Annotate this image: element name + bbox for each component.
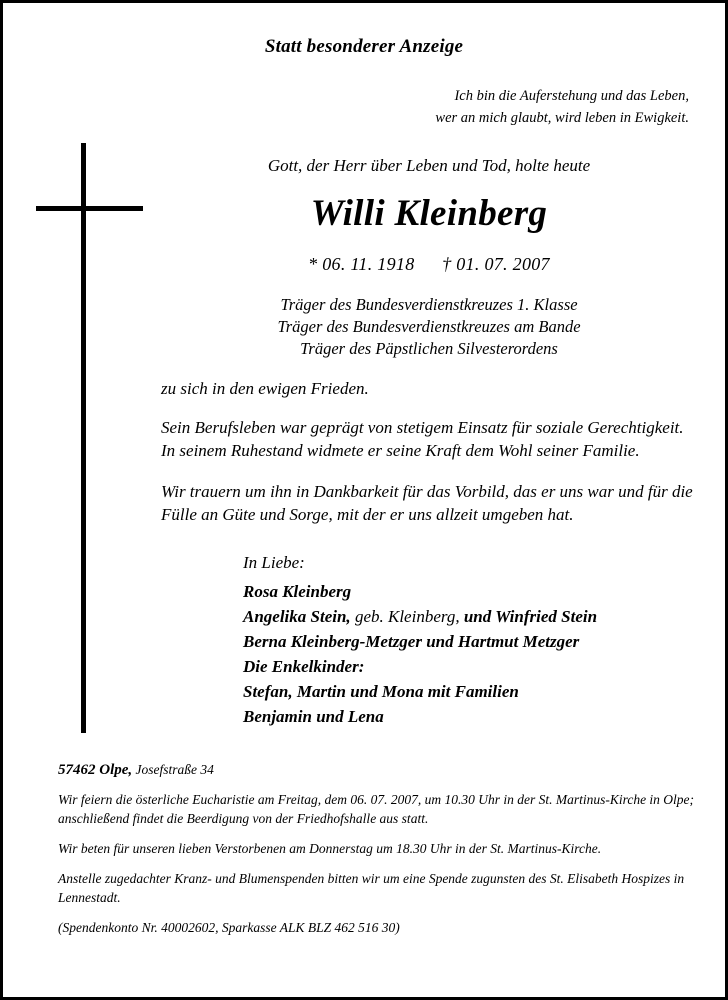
family-member-name: Berna Kleinberg-Metzger und Hartmut Metzger [243, 631, 580, 651]
honor-item: Träger des Päpstlichen Silvesterordens [300, 339, 558, 358]
page-title: Statt besonderer Anzeige [264, 36, 464, 57]
note-prayer: Wir beten für unseren lieben Verstorbenen am Donnerstag um 18.30 Uhr in der St. Martinus-Kirche. [58, 840, 602, 856]
family-member [243, 605, 697, 630]
honors-list [161, 294, 697, 360]
grandchildren-label: Die Enkelkinder: [243, 656, 365, 676]
note-donation: Anstelle zugedachter Kranz- und Blumenspenden bitten wir um eine Spende zugunsten des St. Elisabeth Hospizes in Lennestadt. [58, 871, 685, 906]
tribute-paragraph-2: Wir trauern um ihn in Dankbarkeit für das Vorbild, das er uns war und für die Fülle an Güte und Sorge, mit der er uns allzeit umgeben hat. [161, 481, 693, 525]
honor-item: Träger des Bundesverdienstkreuzes 1. Klasse [280, 295, 578, 315]
family-member [243, 580, 697, 605]
family-member [243, 705, 697, 730]
family-member [243, 680, 697, 705]
family-member-name-2: und Winfried Stein [463, 606, 598, 626]
life-dates [161, 254, 697, 275]
death-date: † 01. 07. 2007 [442, 254, 550, 275]
cross-horizontal-bar [36, 206, 143, 211]
service-notes [58, 790, 695, 938]
verse-line-2: wer an mich glaubt, wird leben in Ewigkeit. [435, 110, 689, 127]
deceased-name: Willi Kleinberg [310, 192, 548, 234]
address-city: 57462 Olpe, [58, 761, 133, 778]
birth-date: * 06. 11. 1918 [308, 254, 415, 275]
family-group-label [243, 655, 697, 680]
bible-verse [3, 58, 725, 130]
tribute-paragraph-1: Sein Berufsleben war geprägt von stetigem Einsatz für soziale Gerechtigkeit. In seinem Ruhestand widmete er seine Kraft dem Wohl seiner Familie. [161, 417, 684, 461]
main-content [161, 130, 697, 730]
address-street: Josefstraße 34 [132, 761, 214, 777]
address-line [58, 762, 697, 779]
in-liebe-label: In Liebe: [243, 552, 305, 572]
family-list [161, 580, 697, 730]
lead-text: Gott, der Herr über Leben und Tod, holte heute [267, 155, 591, 175]
cross-vertical-bar [81, 143, 86, 733]
verse-line-1: Ich bin die Auferstehung und das Leben, [454, 88, 689, 104]
family-member-name: Benjamin und Lena [243, 706, 384, 726]
honor-item: Träger des Bundesverdienstkreuzes am Bande [277, 317, 581, 337]
note-eucharist: Wir feiern die österliche Eucharistie am Freitag, dem 06. 07. 2007, um 10.30 Uhr in der St. Martinus-Kirche in Olpe; anschließend findet die Beerdigung von der Friedhofshalle aus statt. [58, 791, 695, 826]
notice-inner [3, 3, 725, 997]
family-member-name: Rosa Kleinberg [243, 581, 352, 601]
note-account: (Spendenkonto Nr. 40002602, Sparkasse ALK BLZ 462 516 30) [58, 920, 400, 936]
family-member-name: Angelika Stein, [243, 606, 351, 626]
family-member-name: Stefan, Martin und Mona mit Familien [243, 681, 519, 701]
family-member [243, 630, 697, 655]
family-member-note: geb. Kleinberg, [350, 606, 464, 626]
closing-line: zu sich in den ewigen Frieden. [161, 378, 369, 398]
